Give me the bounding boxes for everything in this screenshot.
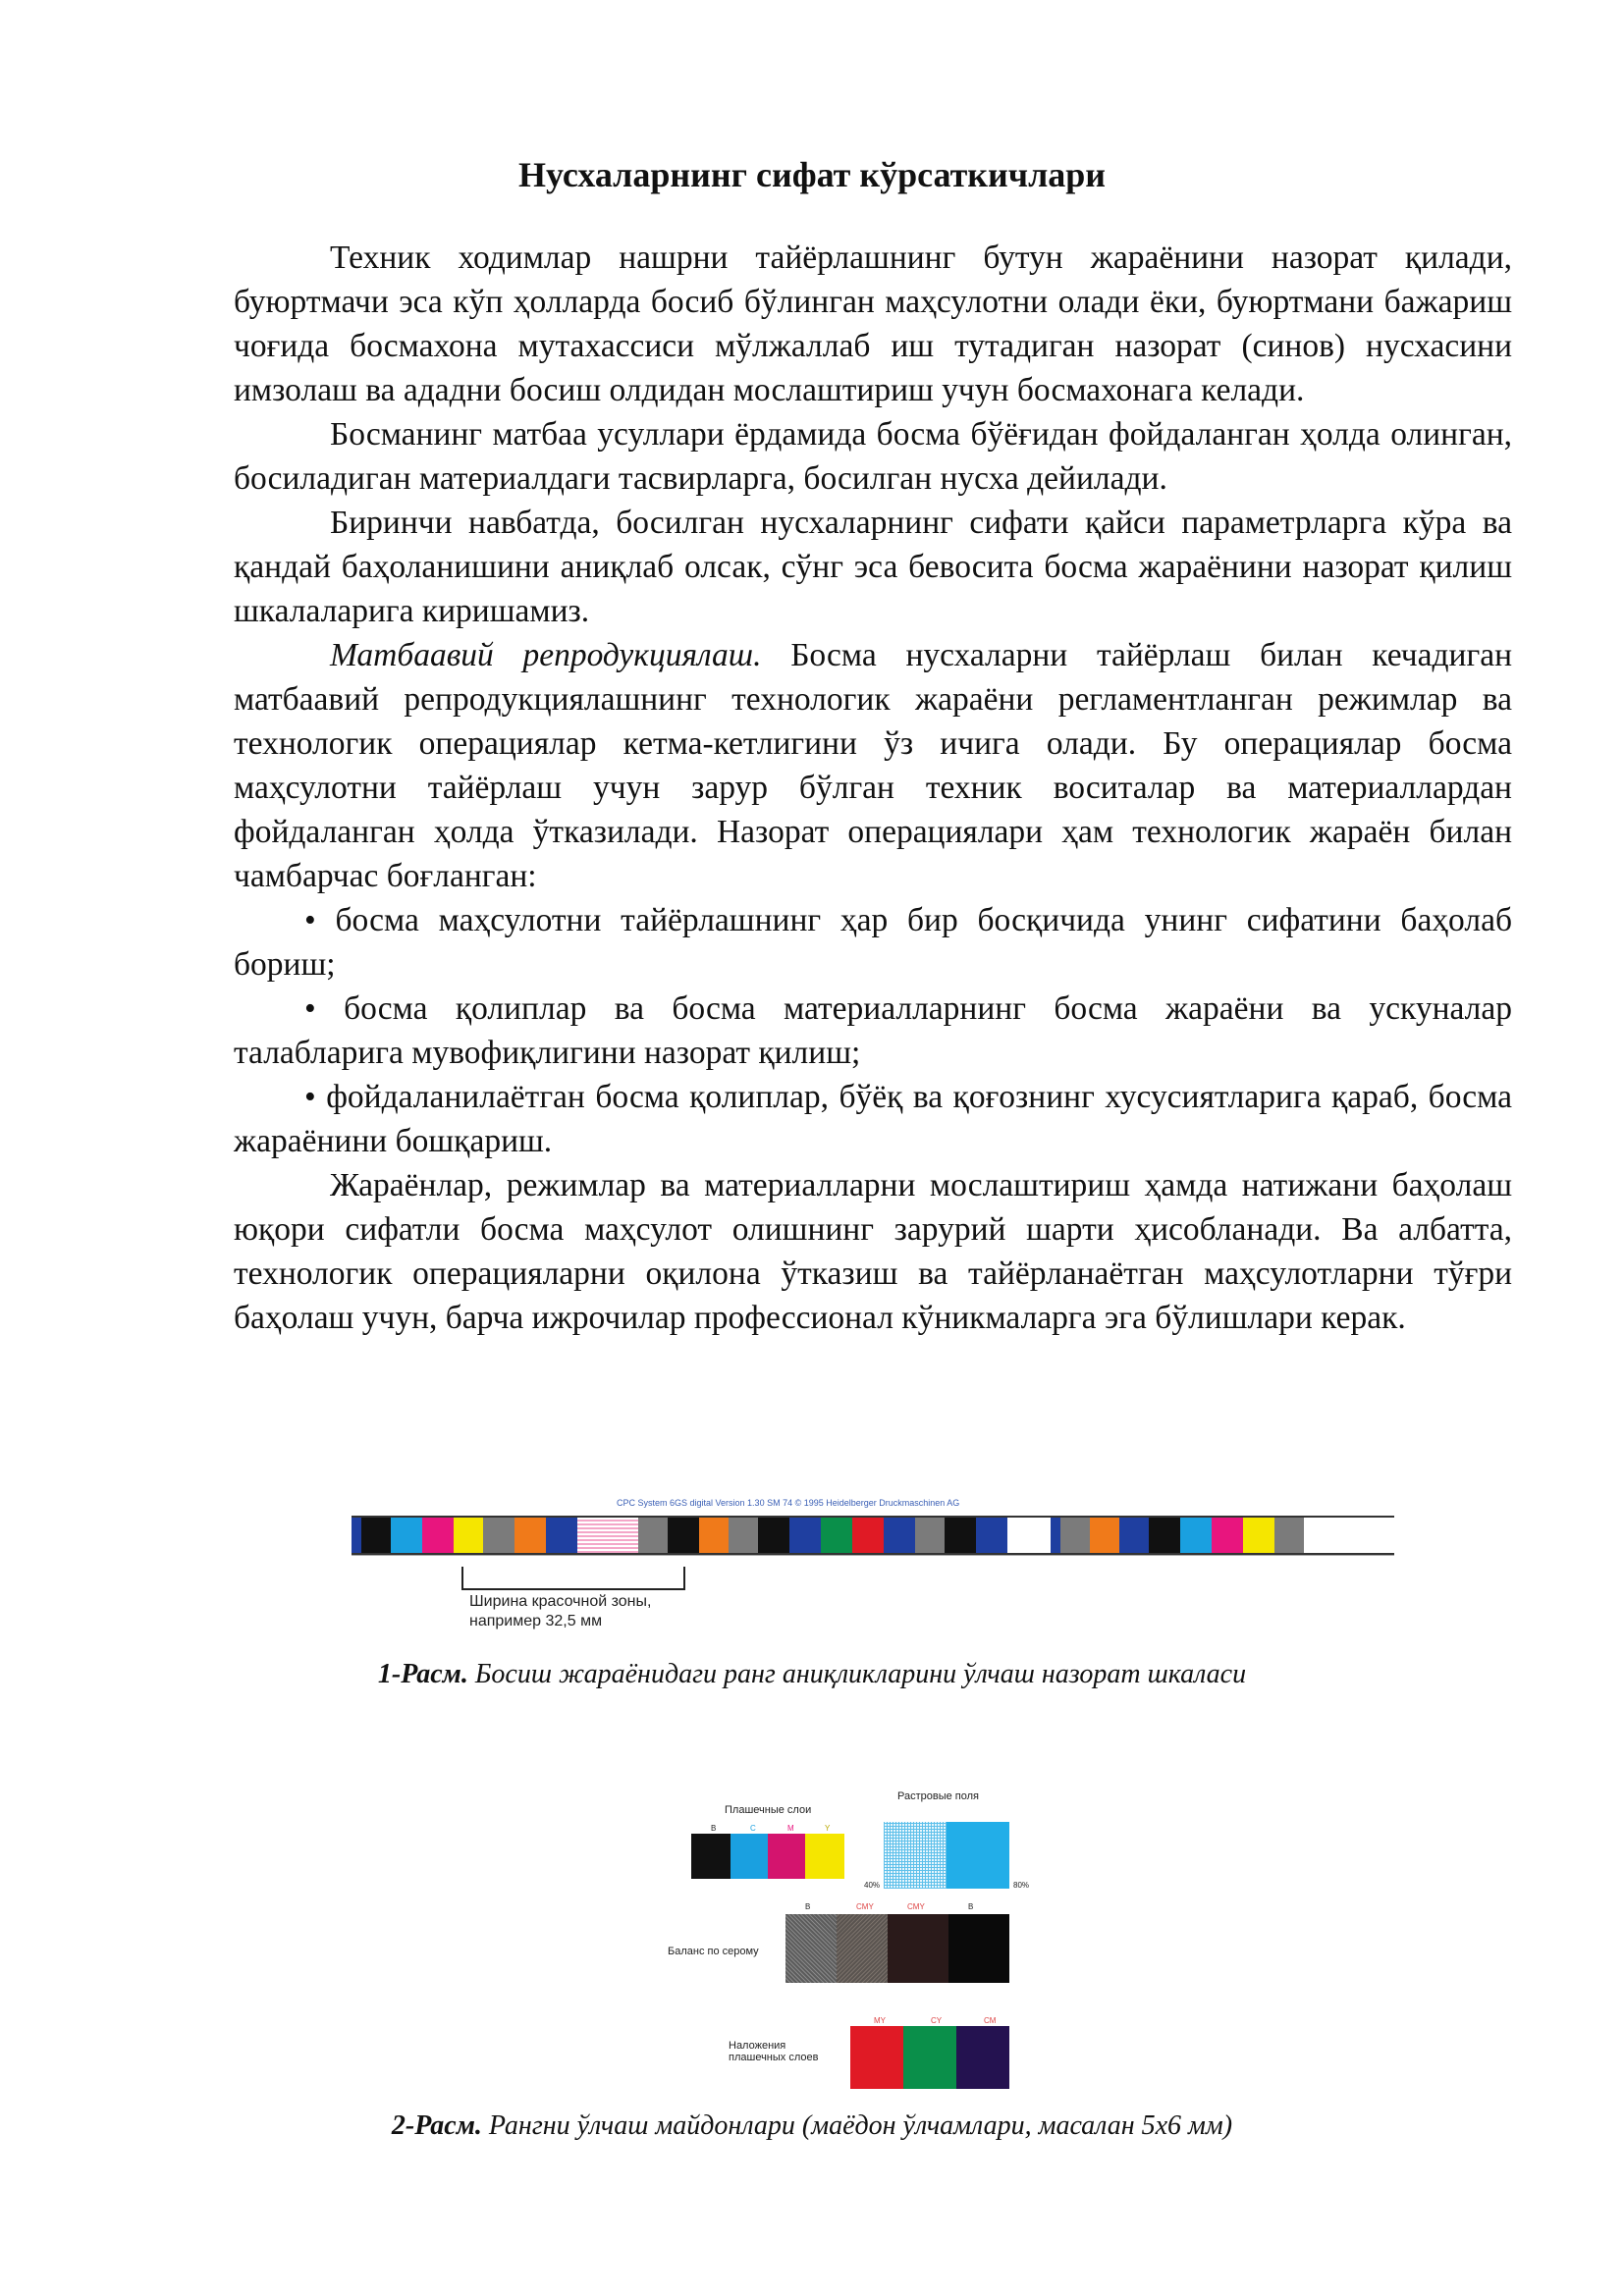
zone-width-label: Ширина красочной зоны, например 32,5 мм [469,1593,652,1629]
solid-black-swatch [691,1834,731,1879]
strip-patch [1149,1518,1180,1553]
strip-patch [1007,1518,1051,1553]
letter-label: CMY [907,1902,925,1911]
paragraph: Биринчи навбатда, босилган нусхаларнинг сифати қайси параметрларга кўра ва қандай баҳоланишини аниқлаб олсак, сўнг эса бевосита босма жараёнини назорат қилиш шкалаларига киришамиз. [234,505,1512,629]
strip-patch [1180,1518,1212,1553]
overlap-label: Наложения плашечных слоев [729,2040,819,2063]
figure-2-caption: 2-Расм. Рангни ўлчаш майдонлари (маёдон ўлчамлари, масалан 5x6 мм) [391,2110,1233,2141]
strip-patch [422,1518,454,1553]
paragraph [234,633,1512,898]
page-title: Нусхаларнинг сифат кўрсаткичлари [517,155,1107,194]
gray-black-solid-swatch [948,1914,1009,1983]
paragraph-text: Босма нусхаларни тайёрлаш билан кечадиган матбаавий репродукциялашнинг технологик жараёни регламентланган режимлар ва технологик операциялар кетма-кетлигини ўз ичига олади. Бу операциялар босма маҳсулотни тайёрлаш учун зарур бўлган техник воситалар ва материаллардан фойдаланган ҳолда ўтказилади. Назорат операциялари ҳам технологик жараён билан чамбарчас боғланган: [234,637,1512,894]
strip-header-text: CPC System 6GS digital Version 1.30 SM 74 © 1995 Heidelberger Druckmaschinen AG [617,1498,960,1508]
strip-patch [483,1518,514,1553]
strip-patch [514,1518,546,1553]
raster-fields-label: Растровые поля [897,1790,979,1802]
letter-label: M [787,1824,794,1833]
overlap-violet-swatch [956,2026,1009,2089]
raster-80-label: 80% [1013,1881,1030,1890]
strip-patch [789,1518,821,1553]
paragraph: Жараёнлар, режимлар ва материалларни мослаштириш ҳамда натижани баҳолаш юқори сифатли босма маҳсулот олишнинг зарурий шарти ҳисобланади. Ва албатта, технологик операцияларни оқилона ўтказиш ва тайёрланаётган маҳсулотларни тўғри баҳолаш учун, барча ижрочилар профессионал кўникмаларга эга бўлишлари керак. [234,1167,1512,1336]
paragraph: Босманинг матбаа усуллари ёрдамида босма бўёғидан фойдаланган ҳолда олинган, босиладиган материалдаги тасвирларга, босилган нусха дейилади. [234,416,1512,497]
strip-patch [699,1518,729,1553]
strip-patch [1243,1518,1274,1553]
paragraph: Техник ходимлар нашрни тайёрлашнинг бутун жараёнини назорат қилади, буюртмачи эса кўп ҳолларда босиб бўлинган маҳсулотни олади ёки, буюртмани бажариш чоғида босмахона мутахассиси мўлжаллаб иш тутадиган назорат (синов) нусхасини имзолаш ва ададни босиш олдидан мослаштириш учун босмахонага келади. [234,240,1512,408]
strip-patch [976,1518,1007,1553]
strip-patch [945,1518,976,1553]
strip-patch [352,1518,361,1553]
bullet-item: • босма қолиплар ва босма материалларнинг босма жараёни ва ускуналар талабларига мувофиқлигини назорат қилиш; [234,990,1512,1071]
letter-label: CMY [856,1902,874,1911]
letter-label: MY [874,2016,886,2025]
letter-label: CY [931,2016,943,2025]
bullet-item: • босма маҳсулотни тайёрлашнинг ҳар бир босқичида унинг сифатини баҳолаб бориш; [234,902,1512,983]
strip-patch [391,1518,422,1553]
letter-label: B [711,1824,717,1833]
overlap-green-swatch [903,2026,956,2089]
strip-patch [1051,1518,1060,1553]
gray-black-raster-swatch [785,1914,837,1983]
strip-patch [915,1518,945,1553]
letter-label: Y [825,1824,831,1833]
strip-patch [758,1518,789,1553]
overlap-red-swatch [850,2026,903,2089]
zone-bracket [461,1567,685,1590]
strip-patch [361,1518,391,1553]
solid-cyan-swatch [731,1834,768,1879]
raster-40-swatch [884,1822,947,1889]
strip-patch [546,1518,577,1553]
strip-patch [1212,1518,1243,1553]
letter-label: C [750,1824,756,1833]
strip-patch [454,1518,483,1553]
strip-patch [1119,1518,1149,1553]
gray-cmy-raster-swatch [837,1914,888,1983]
raster-40-label: 40% [864,1881,881,1890]
strip-patch [1274,1518,1304,1553]
color-control-strip-figure [352,1498,1394,1635]
strip-patch [1060,1518,1090,1553]
color-measurement-fields-figure [668,1783,1100,2087]
bullet-item: • фойдаланилаётган босма қолиплар, бўёқ ва қоғознинг хусусиятларига қараб, босма жараёнини бошқариш. [234,1079,1512,1159]
strip-ruler [352,1555,1394,1566]
color-strip [352,1516,1394,1555]
solid-layers-label: Плашечные слои [725,1804,812,1816]
gray-cmy-solid-swatch [888,1914,948,1983]
strip-patch [729,1518,758,1553]
italic-lead: Матбаавий репродукциялаш. [330,637,762,673]
strip-patch [638,1518,668,1553]
raster-80-swatch [947,1822,1009,1889]
figure-1-caption: 1-Расм. Босиш жараёнидаги ранг аниқликларини ўлчаш назорат шкаласи [377,1659,1247,1689]
letter-label: B [968,1902,974,1911]
strip-patch [1090,1518,1119,1553]
body-text [234,236,1512,1340]
strip-patch [884,1518,915,1553]
strip-patch [668,1518,699,1553]
solid-yellow-swatch [805,1834,844,1879]
letter-label: B [805,1902,811,1911]
solid-magenta-swatch [768,1834,805,1879]
letter-label: CM [984,2016,997,2025]
strip-patch [821,1518,852,1553]
strip-patch [577,1518,638,1553]
strip-patch [852,1518,884,1553]
gray-balance-label: Баланс по серому [668,1946,759,1957]
